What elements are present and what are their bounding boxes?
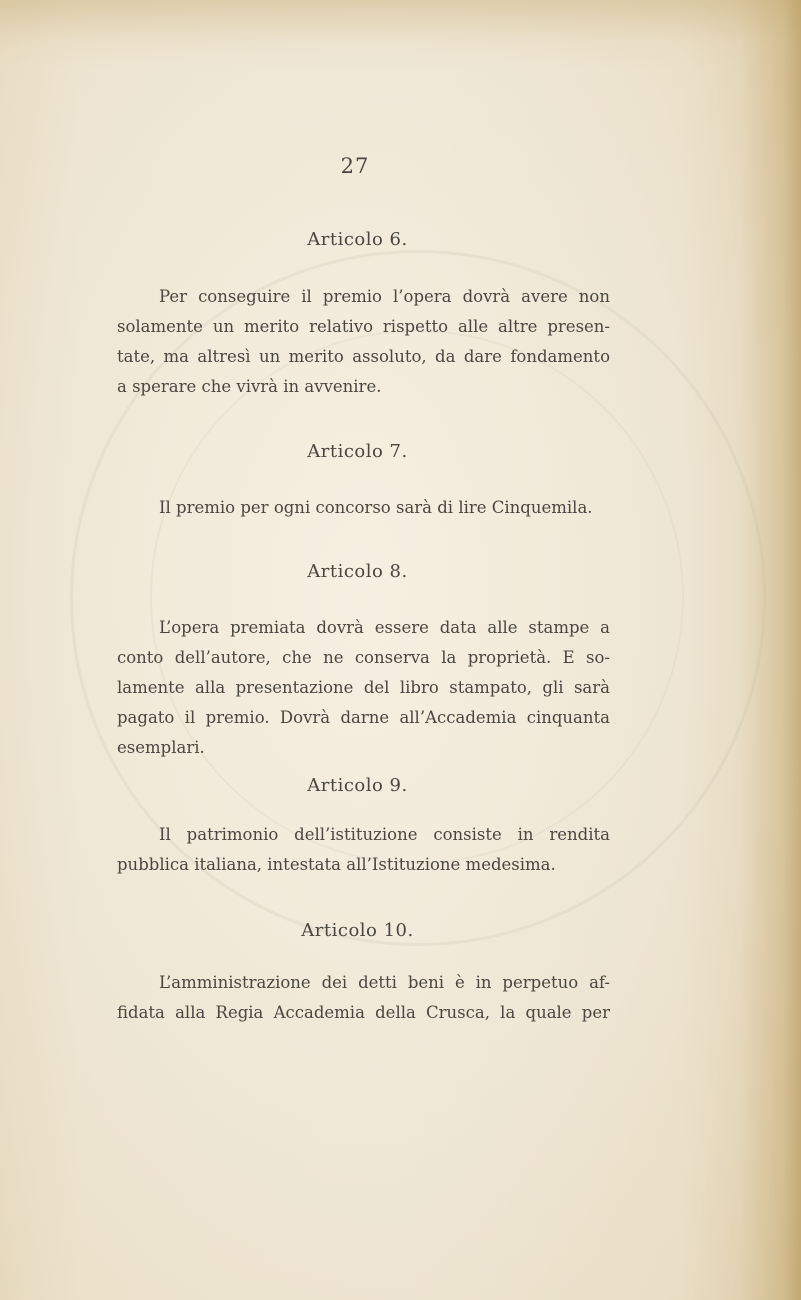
text-line: solamente un merito relativo rispetto alle altre presen-	[117, 317, 610, 336]
text-line: tate, ma altresì un merito assoluto, da dare fondamento	[117, 347, 610, 366]
article-9-heading: Articolo 9.	[307, 775, 408, 796]
text-line: L’amministrazione dei detti beni è in perpetuo af-	[159, 973, 610, 992]
text-line: Il premio per ogni concorso sarà di lire Cinquemila.	[159, 498, 593, 517]
article-9-text	[117, 820, 610, 880]
text-line: L’opera premiata dovrà essere data alle stampe a	[159, 618, 610, 637]
article-8-heading: Articolo 8.	[307, 561, 408, 582]
text-line: lamente alla presentazione del libro stampato, gli sarà	[117, 678, 610, 697]
article-6-heading: Articolo 6.	[307, 229, 408, 250]
article-8-text	[117, 613, 610, 763]
page-number: 27	[340, 154, 370, 178]
text-line: pagato il premio. Dovrà darne all’Accademia cinquanta	[117, 708, 610, 727]
text-line: Per conseguire il premio l’opera dovrà avere non	[159, 287, 610, 306]
text-line: Il patrimonio dell’istituzione consiste in rendita	[159, 825, 610, 844]
article-10-heading: Articolo 10.	[301, 920, 414, 941]
text-line: conto dell’autore, che ne conserva la proprietà. E so-	[117, 648, 610, 667]
article-7-text	[117, 493, 610, 523]
text-line: fidata alla Regia Accademia della Crusca, la quale per	[117, 1003, 610, 1022]
text-line: esemplari.	[117, 738, 205, 757]
text-line: pubblica italiana, intestata all’Istituzione medesima.	[117, 855, 556, 874]
article-7-heading: Articolo 7.	[307, 441, 408, 462]
article-10-text	[117, 968, 610, 1028]
article-6-text	[117, 282, 610, 402]
page-top-shading	[0, 0, 801, 70]
text-line: a sperare che vivrà in avvenire.	[117, 377, 382, 396]
